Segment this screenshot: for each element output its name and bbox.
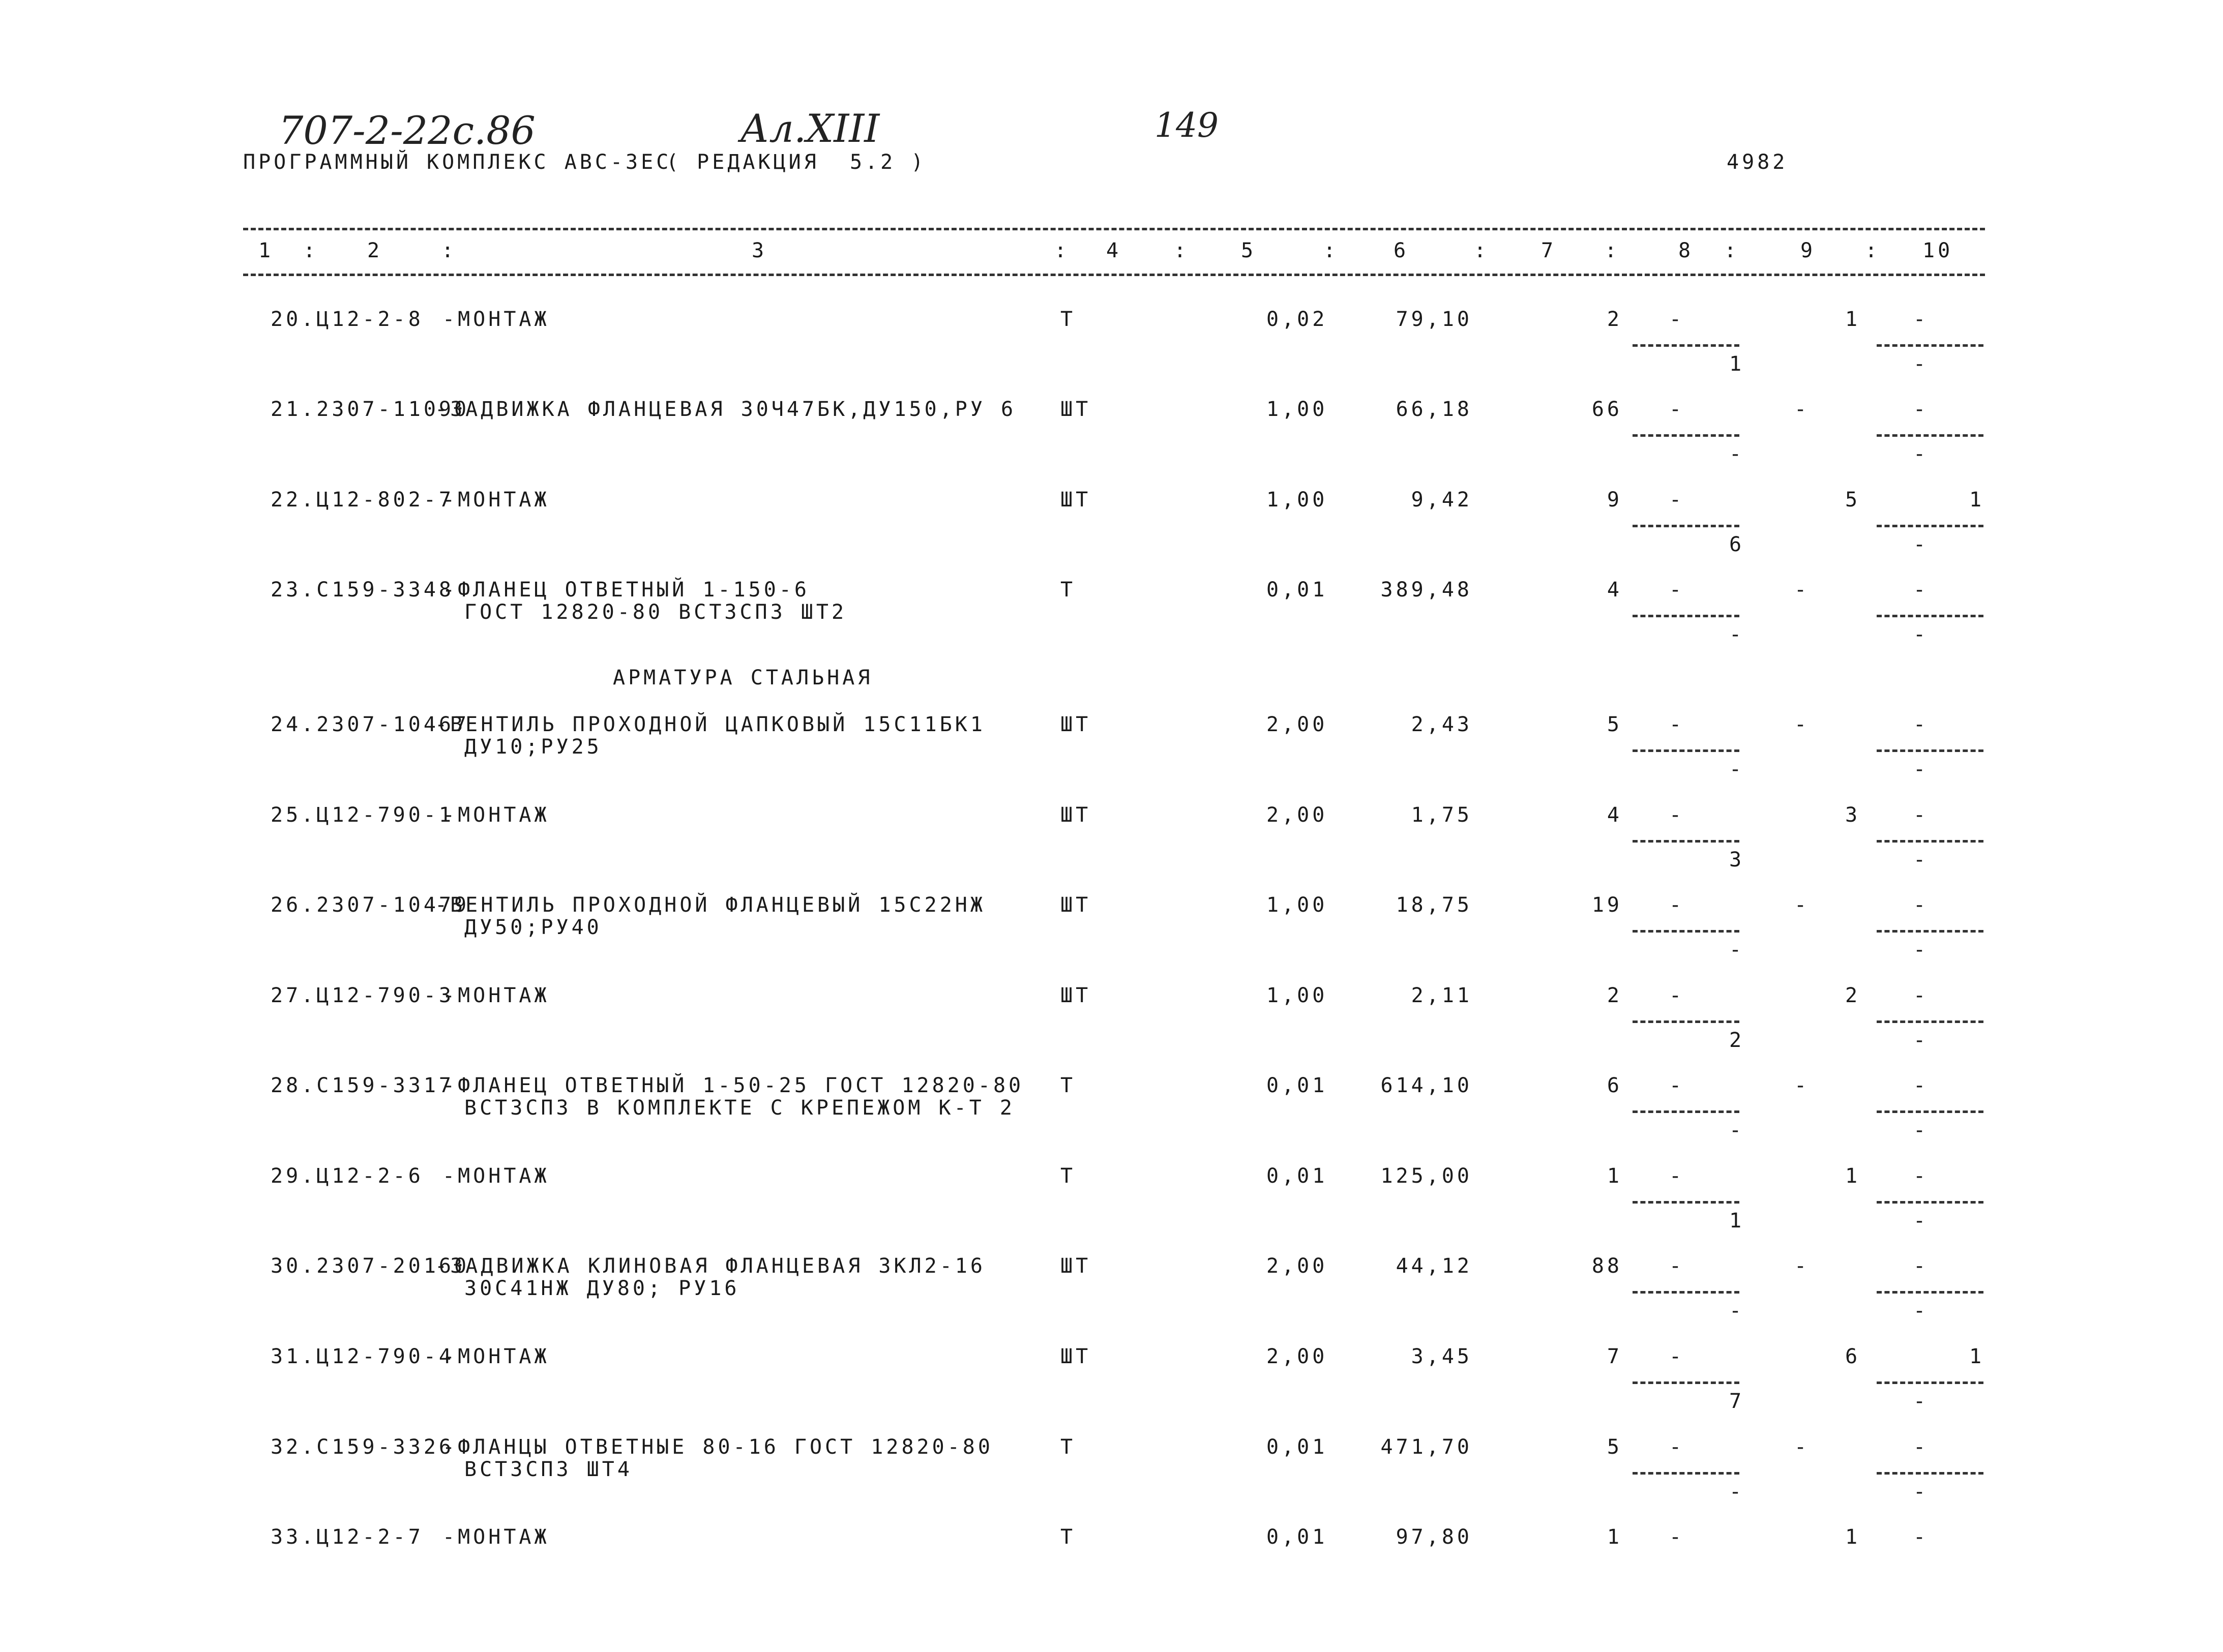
row-code: 22.Ц12-802-7: [271, 488, 454, 512]
handwritten-page-number: 149: [1154, 106, 1219, 145]
row-col10-top: -: [1913, 803, 1929, 827]
col10-fraction-rule: [1877, 1020, 1983, 1023]
row-col8-bottom: -: [1729, 1480, 1745, 1504]
row-col8-top: -: [1669, 308, 1685, 331]
row-price: 9,42: [1411, 488, 1472, 512]
row-quantity: 1,00: [1266, 984, 1328, 1007]
column-number: 9: [1800, 239, 1816, 262]
row-col10-bottom: -: [1913, 1480, 1929, 1504]
row-code: 25.Ц12-790-1: [271, 803, 454, 827]
row-code: 20.Ц12-2-8: [271, 308, 424, 331]
row-quantity: 2,00: [1266, 713, 1328, 736]
col10-fraction-rule: [1877, 1381, 1983, 1384]
col8-fraction-rule: [1633, 525, 1739, 527]
row-price: 1,75: [1411, 803, 1472, 827]
col8-fraction-rule: [1633, 840, 1739, 843]
handwritten-album-number: Ал.XIII: [740, 106, 880, 151]
col10-fraction-rule: [1877, 1110, 1983, 1113]
row-col10-top: -: [1913, 1435, 1929, 1459]
col10-fraction-rule: [1877, 434, 1983, 437]
row-description: -МОНТАЖ: [442, 1345, 550, 1368]
column-number: 5: [1241, 239, 1257, 262]
row-col8-top: -: [1669, 1345, 1685, 1368]
row-description: -ЗАДВИЖКА ФЛАНЦЕВАЯ 30Ч47БК,ДУ150,РУ 6: [435, 398, 1017, 421]
row-quantity: 1,00: [1266, 893, 1328, 917]
row-col8-bottom: 1: [1729, 352, 1745, 376]
col8-fraction-rule: [1633, 930, 1739, 933]
row-price: 389,48: [1380, 578, 1472, 602]
col8-fraction-rule: [1633, 1472, 1739, 1475]
row-col10-left: 3: [1845, 803, 1861, 827]
row-col9: -: [1794, 713, 1810, 736]
row-col10-top: -: [1913, 1164, 1929, 1188]
col8-fraction-rule: [1633, 615, 1739, 617]
row-col10-bottom: -: [1913, 938, 1929, 962]
row-col8-top: -: [1669, 1164, 1685, 1188]
row-col10-bottom: -: [1913, 1299, 1929, 1323]
row-col9: -: [1794, 398, 1810, 421]
row-code: 28.С159-3317: [271, 1074, 454, 1097]
row-col8-top: -: [1669, 1254, 1685, 1278]
row-unit: Т: [1060, 578, 1076, 602]
row-price: 125,00: [1380, 1164, 1472, 1188]
row-col8-top: -: [1669, 1074, 1685, 1097]
row-code: 30.2307-20160: [271, 1254, 470, 1278]
row-col7: 2: [1607, 984, 1622, 1007]
column-number: 10: [1922, 239, 1953, 262]
row-description-cont: 30С41НЖ ДУ80; РУ16: [464, 1277, 740, 1300]
row-col9: -: [1794, 1435, 1810, 1459]
col8-fraction-rule: [1633, 749, 1739, 752]
row-price: 79,10: [1396, 308, 1472, 331]
section-title: АРМАТУРА СТАЛЬНАЯ: [613, 666, 873, 689]
header-bottom-rule: [243, 274, 1985, 276]
row-col8-bottom: 3: [1729, 848, 1745, 872]
row-description-cont: ГОСТ 12820-80 ВСТ3СП3 ШТ2: [464, 600, 847, 624]
row-description: -ФЛАНЕЦ ОТВЕТНЫЙ 1-50-25 ГОСТ 12820-80: [442, 1074, 1024, 1097]
row-code: 32.С159-3326: [271, 1435, 454, 1459]
row-unit: Т: [1060, 1164, 1076, 1188]
row-quantity: 0,02: [1266, 308, 1328, 331]
column-separator: :: [1474, 239, 1490, 262]
column-number: 3: [752, 239, 767, 262]
row-quantity: 0,01: [1266, 578, 1328, 602]
row-code: 27.Ц12-790-3: [271, 984, 454, 1007]
row-description-cont: ВСТ3СП3 ШТ4: [464, 1458, 633, 1481]
row-col7: 9: [1607, 488, 1622, 512]
row-description: -ВЕНТИЛЬ ПРОХОДНОЙ ФЛАНЦЕВЫЙ 15С22НЖ: [435, 893, 986, 917]
row-code: 24.2307-10467: [271, 713, 470, 736]
row-col7: 4: [1607, 803, 1622, 827]
row-col8-bottom: 1: [1729, 1209, 1745, 1233]
row-col8-top: -: [1669, 893, 1685, 917]
row-col8-bottom: 2: [1729, 1029, 1745, 1052]
row-col8-bottom: -: [1729, 938, 1745, 962]
row-quantity: 0,01: [1266, 1525, 1328, 1549]
row-col10-bottom: -: [1913, 442, 1929, 466]
row-col10-top: -: [1913, 398, 1929, 421]
row-col8-bottom: -: [1729, 623, 1745, 646]
row-col8-top: -: [1669, 488, 1685, 512]
row-col10-top: -: [1913, 893, 1929, 917]
column-number: 6: [1394, 239, 1409, 262]
col10-fraction-rule: [1877, 1472, 1983, 1475]
row-col7: 1: [1607, 1164, 1622, 1188]
row-quantity: 0,01: [1266, 1074, 1328, 1097]
row-price: 97,80: [1396, 1525, 1472, 1549]
row-col7: 19: [1591, 893, 1622, 917]
row-col8-top: -: [1669, 803, 1685, 827]
col10-fraction-rule: [1877, 749, 1983, 752]
row-col10-top: -: [1913, 1254, 1929, 1278]
row-col10-top: -: [1913, 308, 1929, 331]
row-description: -МОНТАЖ: [442, 803, 550, 827]
col10-fraction-rule: [1877, 930, 1983, 933]
row-col8-bottom: -: [1729, 1119, 1745, 1142]
row-unit: ШТ: [1060, 713, 1091, 736]
row-col8-top: -: [1669, 398, 1685, 421]
handwritten-doc-number: 707-2-22с.86: [279, 108, 536, 153]
row-code: 29.Ц12-2-6: [271, 1164, 424, 1188]
header-code: 4982: [1727, 151, 1788, 174]
row-unit: ШТ: [1060, 398, 1091, 421]
column-number: 1: [258, 239, 274, 262]
column-number: 2: [367, 239, 383, 262]
row-col10-top: 1: [1969, 488, 1985, 512]
col10-fraction-rule: [1877, 525, 1983, 527]
row-col10-left: 5: [1845, 488, 1861, 512]
row-col10-left: 1: [1845, 1525, 1861, 1549]
row-col10-top: -: [1913, 984, 1929, 1007]
row-col7: 4: [1607, 578, 1622, 602]
column-separator: :: [1605, 239, 1620, 262]
row-col7: 5: [1607, 713, 1622, 736]
column-number: 4: [1106, 239, 1122, 262]
column-separator: :: [1054, 239, 1070, 262]
column-separator: :: [303, 239, 319, 262]
col8-fraction-rule: [1633, 1291, 1739, 1294]
row-col7: 88: [1591, 1254, 1622, 1278]
column-separator: :: [1323, 239, 1339, 262]
header-top-rule: [243, 228, 1985, 230]
row-col8-bottom: 6: [1729, 533, 1745, 556]
row-description-cont: ВСТ3СП3 В КОМПЛЕКТЕ С КРЕПЕЖОМ К-Т 2: [464, 1096, 1015, 1120]
row-unit: ШТ: [1060, 1254, 1091, 1278]
row-col8-top: -: [1669, 984, 1685, 1007]
col8-fraction-rule: [1633, 1020, 1739, 1023]
row-col10-top: -: [1913, 1074, 1929, 1097]
row-col8-bottom: 7: [1729, 1390, 1745, 1413]
row-col9: -: [1794, 578, 1810, 602]
row-code: 33.Ц12-2-7: [271, 1525, 424, 1549]
row-col10-left: 2: [1845, 984, 1861, 1007]
row-code: 21.2307-11090: [271, 398, 470, 421]
row-description: -МОНТАЖ: [442, 984, 550, 1007]
row-col10-top: -: [1913, 713, 1929, 736]
row-col8-top: -: [1669, 1525, 1685, 1549]
col8-fraction-rule: [1633, 344, 1739, 347]
row-unit: Т: [1060, 308, 1076, 331]
row-price: 66,18: [1396, 398, 1472, 421]
column-number: 8: [1678, 239, 1694, 262]
row-quantity: 2,00: [1266, 1254, 1328, 1278]
row-price: 471,70: [1380, 1435, 1472, 1459]
row-col10-bottom: -: [1913, 623, 1929, 646]
row-col7: 1: [1607, 1525, 1622, 1549]
row-description-cont: ДУ50;РУ40: [464, 916, 602, 939]
row-unit: Т: [1060, 1435, 1076, 1459]
row-col10-left: 1: [1845, 308, 1861, 331]
row-col7: 66: [1591, 398, 1622, 421]
row-description: -МОНТАЖ: [442, 308, 550, 331]
row-col8-bottom: -: [1729, 758, 1745, 781]
row-description: -МОНТАЖ: [442, 1525, 550, 1549]
program-title: ПРОГРАММНЫЙ КОМПЛЕКС АВС-3ЕС: [243, 151, 672, 174]
row-unit: ШТ: [1060, 803, 1091, 827]
row-col7: 7: [1607, 1345, 1622, 1368]
row-quantity: 0,01: [1266, 1435, 1328, 1459]
row-description-cont: ДУ10;РУ25: [464, 735, 602, 759]
row-code: 31.Ц12-790-4: [271, 1345, 454, 1368]
col8-fraction-rule: [1633, 1381, 1739, 1384]
row-col10-bottom: -: [1913, 352, 1929, 376]
row-col8-bottom: -: [1729, 1299, 1745, 1323]
row-price: 18,75: [1396, 893, 1472, 917]
row-col10-bottom: -: [1913, 848, 1929, 872]
row-col10-left: 1: [1845, 1164, 1861, 1188]
row-code: 23.С159-3348: [271, 578, 454, 602]
column-number: 7: [1541, 239, 1557, 262]
row-description: -ЗАДВИЖКА КЛИНОВАЯ ФЛАНЦЕВАЯ ЗКЛ2-16: [435, 1254, 986, 1278]
row-description: -МОНТАЖ: [442, 488, 550, 512]
row-quantity: 0,01: [1266, 1164, 1328, 1188]
row-quantity: 2,00: [1266, 803, 1328, 827]
row-quantity: 1,00: [1266, 488, 1328, 512]
col8-fraction-rule: [1633, 434, 1739, 437]
program-edition: ( РЕДАКЦИЯ 5.2 ): [666, 151, 927, 174]
row-code: 26.2307-10479: [271, 893, 470, 917]
row-col7: 2: [1607, 308, 1622, 331]
row-description: -ВЕНТИЛЬ ПРОХОДНОЙ ЦАПКОВЫЙ 15С11БК1: [435, 713, 986, 736]
row-unit: ШТ: [1060, 488, 1091, 512]
col10-fraction-rule: [1877, 1291, 1983, 1294]
row-description: -ФЛАНЕЦ ОТВЕТНЫЙ 1-150-6: [442, 578, 810, 602]
col10-fraction-rule: [1877, 840, 1983, 843]
col10-fraction-rule: [1877, 1201, 1983, 1204]
row-col10-bottom: -: [1913, 1119, 1929, 1142]
row-col8-top: -: [1669, 578, 1685, 602]
row-col10-top: -: [1913, 1525, 1929, 1549]
column-separator: :: [441, 239, 457, 262]
row-col7: 5: [1607, 1435, 1622, 1459]
row-unit: Т: [1060, 1525, 1076, 1549]
row-col10-bottom: -: [1913, 1390, 1929, 1413]
row-unit: ШТ: [1060, 1345, 1091, 1368]
row-unit: ШТ: [1060, 984, 1091, 1007]
row-description: -ФЛАНЦЫ ОТВЕТНЫЕ 80-16 ГОСТ 12820-80: [442, 1435, 993, 1459]
row-price: 44,12: [1396, 1254, 1472, 1278]
row-col8-top: -: [1669, 1435, 1685, 1459]
column-separator: :: [1724, 239, 1740, 262]
col10-fraction-rule: [1877, 615, 1983, 617]
row-price: 614,10: [1380, 1074, 1472, 1097]
column-separator: :: [1174, 239, 1190, 262]
row-description: -МОНТАЖ: [442, 1164, 550, 1188]
row-col10-top: 1: [1969, 1345, 1985, 1368]
row-quantity: 1,00: [1266, 398, 1328, 421]
row-col8-top: -: [1669, 713, 1685, 736]
row-price: 2,11: [1411, 984, 1472, 1007]
row-col8-bottom: -: [1729, 442, 1745, 466]
row-col9: -: [1794, 893, 1810, 917]
row-col10-top: -: [1913, 578, 1929, 602]
row-col9: -: [1794, 1254, 1810, 1278]
col10-fraction-rule: [1877, 344, 1983, 347]
column-separator: :: [1865, 239, 1881, 262]
row-col9: -: [1794, 1074, 1810, 1097]
row-col10-bottom: -: [1913, 758, 1929, 781]
col8-fraction-rule: [1633, 1110, 1739, 1113]
row-unit: ШТ: [1060, 893, 1091, 917]
row-col7: 6: [1607, 1074, 1622, 1097]
row-unit: Т: [1060, 1074, 1076, 1097]
row-price: 2,43: [1411, 713, 1472, 736]
row-col10-bottom: -: [1913, 1209, 1929, 1233]
row-price: 3,45: [1411, 1345, 1472, 1368]
row-quantity: 2,00: [1266, 1345, 1328, 1368]
row-col10-left: 6: [1845, 1345, 1861, 1368]
col8-fraction-rule: [1633, 1201, 1739, 1204]
row-col10-bottom: -: [1913, 1029, 1929, 1052]
row-col10-bottom: -: [1913, 533, 1929, 556]
